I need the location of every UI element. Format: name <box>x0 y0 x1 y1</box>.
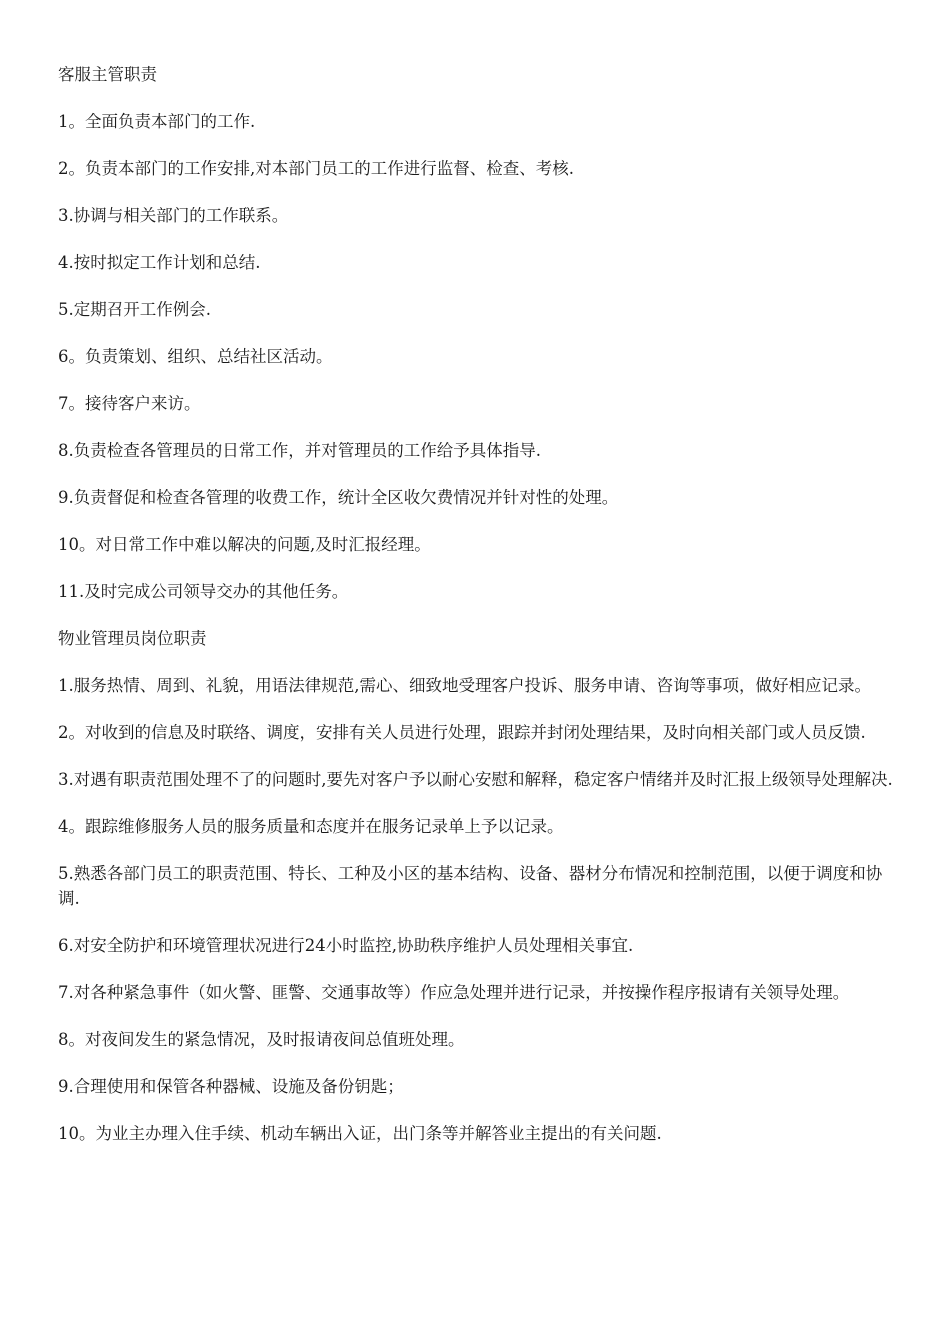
list-item: 9.负责督促和检查各管理的收费工作，统计全区收欠费情况并针对性的处理。 <box>58 488 619 507</box>
list-item: 10。为业主办理入住手续、机动车辆出入证，出门条等并解答业主提出的有关问题. <box>58 1124 662 1143</box>
list-item: 8。对夜间发生的紧急情况，及时报请夜间总值班处理。 <box>58 1030 465 1049</box>
section-title-property-manager: 物业管理员岗位职责 <box>58 629 207 648</box>
list-item: 7。接待客户来访。 <box>58 394 201 413</box>
list-item: 7.对各种紧急事件（如火警、匪警、交通事故等）作应急处理并进行记录，并按操作程序报请有关领导处理。 <box>58 983 850 1002</box>
list-item: 5.定期召开工作例会. <box>58 300 211 319</box>
document-page <box>58 62 894 1168</box>
list-item: 10。对日常工作中难以解决的问题,及时汇报经理。 <box>58 535 431 554</box>
list-item: 3.对遇有职责范围处理不了的问题时,要先对客户予以耐心安慰和解释，稳定客户情绪并及时汇报上级领导处理解决. <box>58 770 893 789</box>
list-item: 6.对安全防护和环境管理状况进行24小时监控,协助秩序维护人员处理相关事宜. <box>58 936 634 955</box>
list-item: 4。跟踪维修服务人员的服务质量和态度并在服务记录单上予以记录。 <box>58 817 564 836</box>
list-item: 2。对收到的信息及时联络、调度，安排有关人员进行处理，跟踪并封闭处理结果，及时向相关部门或人员反馈. <box>58 723 866 742</box>
list-item: 11.及时完成公司领导交办的其他任务。 <box>58 582 349 601</box>
list-item: 2。负责本部门的工作安排,对本部门员工的工作进行监督、检查、考核. <box>58 159 574 178</box>
list-item: 1.服务热情、周到、礼貌，用语法律规范,需心、细致地受理客户投诉、服务申请、咨询等事项，做好相应记录。 <box>58 676 871 695</box>
list-item: 5.熟悉各部门员工的职责范围、特长、工种及小区的基本结构、设备、器材分布情况和控制范围，以便于调度和协调. <box>58 864 883 908</box>
list-item: 1。全面负责本部门的工作. <box>58 112 256 131</box>
list-item: 6。负责策划、组织、总结社区活动。 <box>58 347 333 366</box>
list-item: 3.协调与相关部门的工作联系。 <box>58 206 289 225</box>
list-item: 8.负责检查各管理员的日常工作，并对管理员的工作给予具体指导. <box>58 441 541 460</box>
list-item: 9.合理使用和保管各种器械、设施及备份钥匙； <box>58 1077 404 1096</box>
section-title-customer-service-supervisor: 客服主管职责 <box>58 65 157 84</box>
list-item: 4.按时拟定工作计划和总结. <box>58 253 261 272</box>
